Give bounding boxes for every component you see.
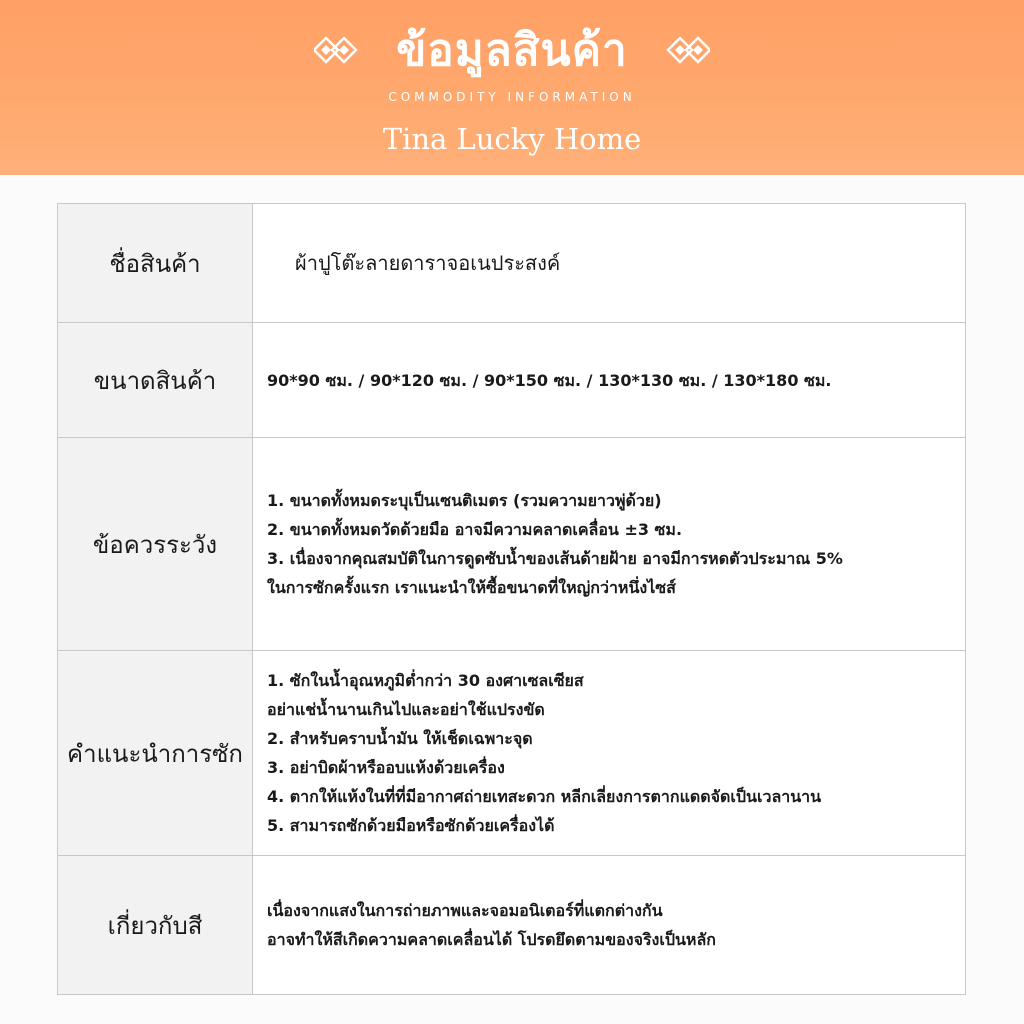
row-value [253,856,966,995]
value-line: 2. ขนาดทั้งหมดวัดด้วยมือ อาจมีความคลาดเคลื่อน ±3 ซม. [267,520,683,539]
row-label: เกี่ยวกับสี [58,856,253,995]
table-row [58,438,966,651]
value-line: อย่าแช่น้ำนานเกินไปและอย่าใช้แปรงขัด [267,700,545,719]
row-label: ชื่อสินค้า [58,204,253,323]
header-banner [0,0,1024,175]
value-line: เนื่องจากแสงในการถ่ายภาพและจอมอนิเตอร์ที่แตกต่างกัน [267,901,663,920]
table-row [58,856,966,995]
table-row [58,651,966,856]
row-value [253,438,966,651]
page-subtitle: COMMODITY INFORMATION [388,90,636,104]
value-line: 4. ตากให้แห้งในที่ที่มีอากาศถ่ายเทสะดวก หลีกเลี่ยงการตากแดดจัดเป็นเวลานาน [267,787,822,806]
table-row [58,323,966,438]
page-title: ข้อมูลสินค้า [396,25,628,76]
value-line: 5. สามารถซักด้วยมือหรือซักด้วยเครื่องได้ [267,816,555,835]
value-line: ผ้าปูโต๊ะลายดาราจอเนประสงค์ [295,250,561,275]
value-line: 90*90 ซม. / 90*120 ซม. / 90*150 ซม. / 130*130 ซม. / 130*180 ซม. [267,370,832,390]
row-label: ขนาดสินค้า [58,323,253,438]
spec-table [57,203,966,995]
value-line: 3. อย่าบิดผ้าหรืออบแห้งด้วยเครื่อง [267,758,505,777]
value-line: 2. สำหรับคราบน้ำมัน ให้เช็ดเฉพาะจุด [267,729,533,748]
brand-name: Tina Lucky Home [382,122,642,156]
row-label: คำแนะนำการซัก [58,651,253,856]
row-label: ข้อควรระวัง [58,438,253,651]
diamond-ornament-icon [664,35,710,65]
row-value [253,204,966,323]
value-line: 3. เนื่องจากคุณสมบัติในการดูดซับน้ำของเส้นด้ายฝ้าย อาจมีการหดตัวประมาณ 5% [267,549,843,568]
table-row [58,204,966,323]
diamond-ornament-icon [314,35,360,65]
row-value [253,323,966,438]
value-line: อาจทำให้สีเกิดความคลาดเคลื่อนได้ โปรดยึดตามของจริงเป็นหลัก [267,930,716,949]
value-line: 1. ขนาดทั้งหมดระบุเป็นเซนติเมตร (รวมความยาวพู่ด้วย) [267,491,662,510]
value-line: 1. ซักในน้ำอุณหภูมิต่ำกว่า 30 องศาเซลเซียส [267,671,584,690]
row-value [253,651,966,856]
value-line: ในการซักครั้งแรก เราแนะนำให้ซื้อขนาดที่ใหญ่กว่าหนึ่งไซส์ [267,578,676,597]
title-row [0,18,1024,82]
